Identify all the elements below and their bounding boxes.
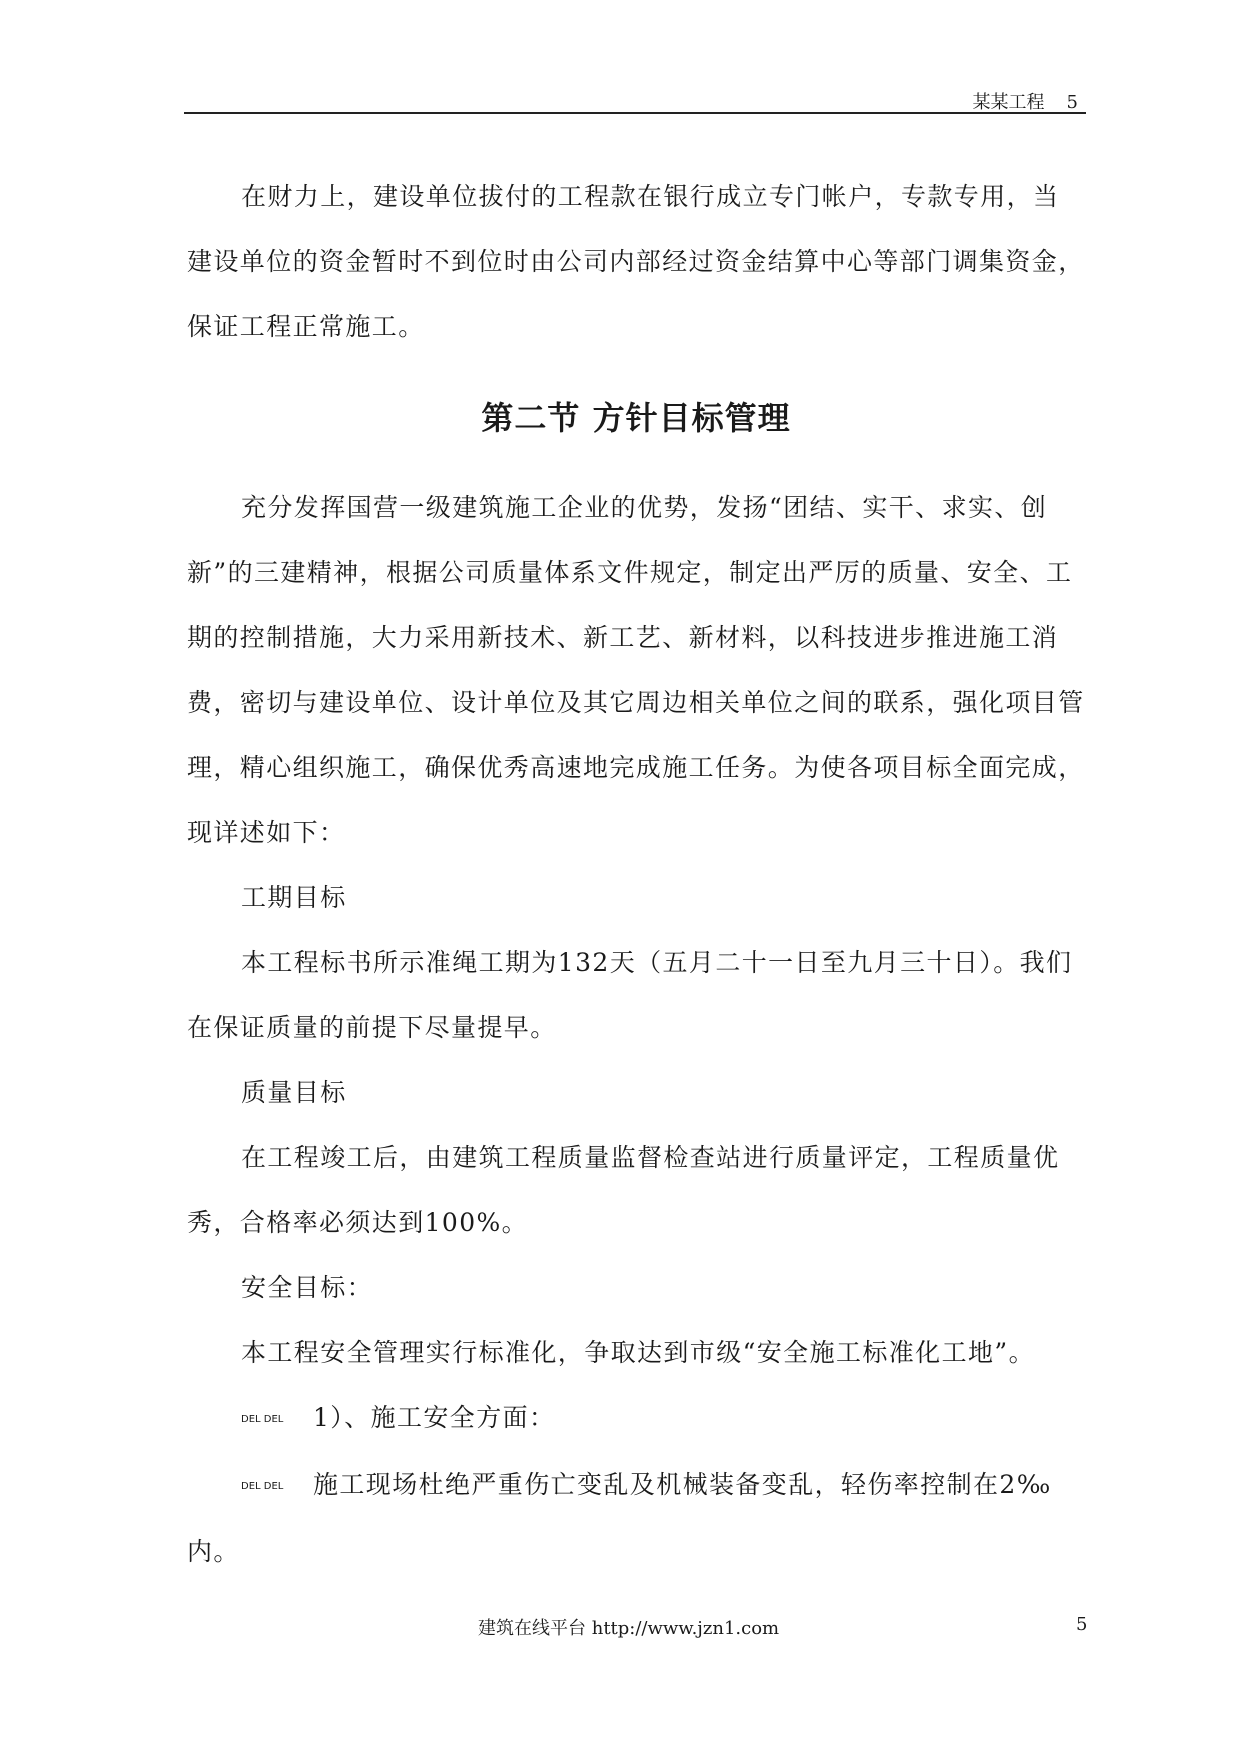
paragraph-safety: 本工程安全管理实行标准化，争取达到市级“安全施工标准化工地”。 (241, 1338, 1035, 1367)
list-item-safety-construction (187, 1385, 1085, 1452)
footer-text: 建筑在线平台 http://www.jzn1.com (478, 1618, 780, 1639)
header-page-number: 5 (1066, 92, 1078, 113)
page-header (184, 84, 1086, 114)
list-item-injury-rate (187, 1452, 1085, 1584)
list-item-label: 1）、施工安全方面： (313, 1403, 556, 1432)
heading-quality-target: 质量目标 (241, 1078, 347, 1107)
heading-safety-target: 安全目标： (241, 1273, 374, 1302)
paragraph-quality: 在工程竣工后，由建筑工程质量监督检查站进行质量评定，工程质量优秀，合格率必须达到100%。 (187, 1143, 1060, 1237)
document-body (187, 164, 1085, 1584)
footer-page-number: 5 (1076, 1614, 1088, 1635)
paragraph-schedule: 本工程标书所示准绳工期为132天（五月二十一日至九月三十日）。我们在保证质量的前提下尽量提早。 (187, 948, 1073, 1042)
paragraph-policy: 充分发挥国营一级建筑施工企业的优势，发扬“团结、实干、求实、创新”的三建精神，根据公司质量体系文件规定，制定出严厉的质量、安全、工期的控制措施，大力采用新技术、新工艺、新材料，以科技进步推进施工消费，密切与建设单位、设计单位及其它周边相关单位之间的联系，强化项目管理，精心组织施工，确保优秀高速地完成施工任务。为使各项目标全面完成，现详述如下： (187, 493, 1085, 847)
header-title: 某某工程 (972, 92, 1045, 113)
section-title: 第二节 方针目标管理 (481, 399, 791, 437)
heading-schedule-target: 工期目标 (241, 883, 347, 912)
del-marker: DEL DEL (241, 1414, 284, 1425)
list-item-text: 施工现场杜绝严重伤亡变乱及机械装备变乱，轻伤率控制在2‰内。 (187, 1470, 1052, 1566)
del-marker: DEL DEL (241, 1481, 284, 1492)
header-text (973, 88, 1078, 114)
paragraph-finance: 在财力上，建设单位拔付的工程款在银行成立专门帐户，专款专用，当建设单位的资金暂时不到位时由公司内部经过资金结算中心等部门调集资金，保证工程正常施工。 (187, 182, 1085, 341)
